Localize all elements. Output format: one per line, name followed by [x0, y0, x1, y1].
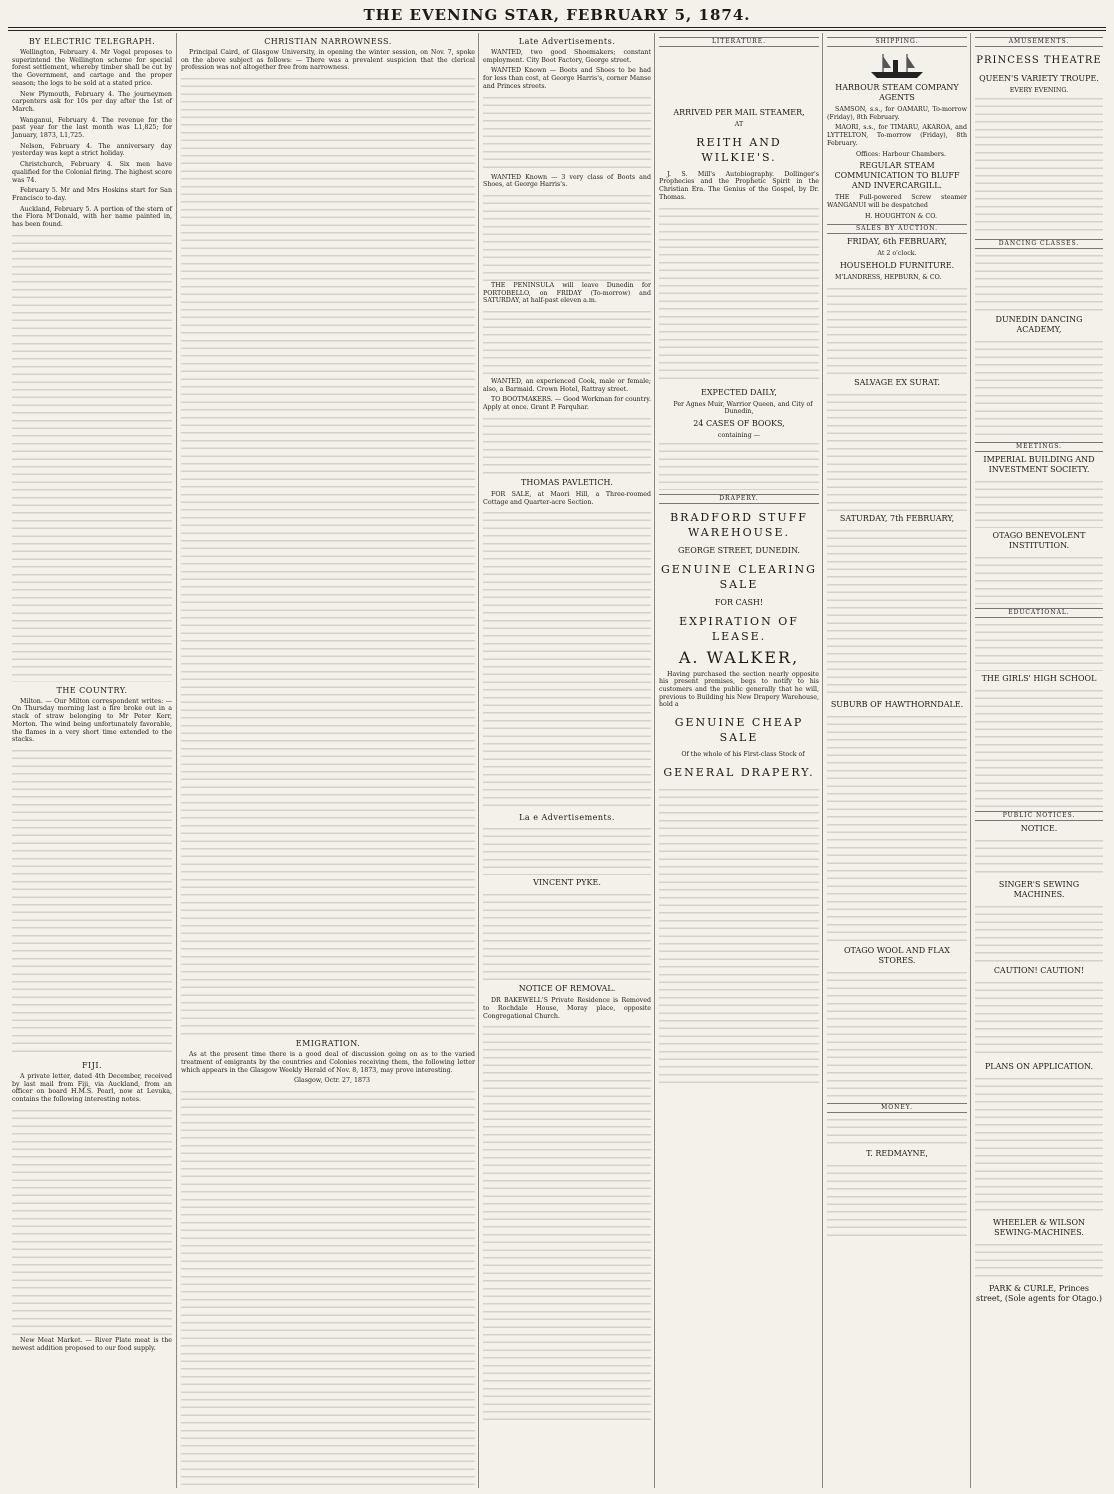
amusements-header: AMUSEMENTS. — [975, 37, 1103, 47]
text-lines — [975, 979, 1103, 1059]
removal-title: NOTICE OF REMOVAL. — [518, 984, 616, 994]
text-lines — [975, 1075, 1103, 1215]
column-amusements — [970, 33, 1107, 1488]
text-lines — [12, 747, 172, 1057]
fiji-text: A private letter, dated 4th December, received by last mail from Fiji, via Auckland, from an officer on board H.M.S. Pearl, now at Levuka, contains the following interesting notes. — [12, 1072, 172, 1104]
saturday-title: SATURDAY, 7th FEBRUARY, — [839, 513, 955, 523]
walker-text: Having purchased the section nearly opposite his present premises, begs to notify to his customers and the public generally that he will, previous to Building his New Drapery Warehouse, hold a — [659, 670, 819, 709]
singer-title: SINGER'S SEWING MACHINES. — [998, 879, 1080, 899]
samson-ad: SAMSON, s.s., for OAMARU, To-morrow (Friday), 8th February. — [827, 106, 967, 121]
late-ads-header: Late Advertisements. — [518, 37, 616, 46]
at-label: AT — [734, 121, 744, 128]
troupe-title: QUEEN'S VARIETY TROUPE. — [979, 74, 1099, 83]
telegraph-item: Wellington, February 4. Mr Vogel proposes to superintend the Wellington scheme for special forest settlement, whereby timber shall be cut by the Government, and cartage and the proper season; the logs to be sold at a stated price. — [12, 49, 172, 87]
caution-title: CAUTION! CAUTION! — [993, 965, 1085, 975]
expiration-title: EXPIRATION OF LEASE. — [679, 614, 799, 643]
masthead: THE EVENING STAR, FEBRUARY 5, 1874. — [363, 6, 751, 24]
text-lines — [975, 478, 1103, 528]
plans-title: PLANS ON APPLICATION. — [984, 1061, 1094, 1071]
text-lines — [827, 391, 967, 511]
ad-item: WANTED Known — 3 very class of Boots and Shoes, at George Harris's. — [483, 173, 651, 189]
clearing-sale: GENUINE CLEARING SALE — [661, 562, 817, 591]
george-street: GEORGE STREET, DUNEDIN. — [678, 545, 800, 555]
christian-text: Principal Caird, of Glasgow University, in opening the winter session, on Nov. 7, spoke on the above subject as follows: — There was a prevalent suspicion that the clerical profession was not altogether free from narrowness. — [181, 49, 475, 72]
household-title: HOUSEHOLD FURNITURE. — [839, 261, 955, 271]
walker-name: A. WALKER, — [678, 647, 800, 667]
column-telegraph — [8, 33, 176, 1488]
text-lines — [483, 825, 651, 875]
shipping-header: SHIPPING. — [827, 37, 967, 47]
text-lines — [827, 969, 967, 1099]
cheap-sale: GENUINE CHEAP SALE — [674, 716, 804, 745]
dancing-header: DANCING CLASSES. — [975, 239, 1103, 249]
pyke-signature: VINCENT PYKE. — [533, 878, 601, 888]
emigration-header: EMIGRATION. — [295, 1039, 361, 1049]
at-time: At 2 o'clock. — [877, 250, 917, 258]
dateline: Glasgow, Octr. 27, 1873 — [293, 1077, 371, 1085]
academy-title: DUNEDIN DANCING ACADEMY, — [995, 314, 1083, 334]
text-lines — [659, 440, 819, 490]
christian-header: CHRISTIAN NARROWNESS. — [264, 37, 392, 46]
money-header: MONEY. — [827, 1103, 967, 1113]
text-lines — [975, 621, 1103, 671]
salvage-title: SALVAGE EX SURAT. — [854, 377, 940, 387]
imperial-title: IMPERIAL BUILDING AND INVESTMENT SOCIETY. — [983, 454, 1095, 474]
books-list: J. S. Mill's Autobiography. Dollinger's Prophecies and the Prophetic Spirit in the Christian Era. The Genius of the Gospel, by Dr. Thomas. — [659, 170, 819, 201]
suburb-title: SUBURB OF HAWTHORNDALE. — [830, 699, 964, 709]
text-lines — [659, 205, 819, 385]
bradford-title: BRADFORD STUFF WAREHOUSE. — [670, 510, 808, 539]
houghton: H. HOUGHTON & CO. — [864, 212, 938, 220]
ad-item: TO BOOTMAKERS. — Good Workman for country. Apply at once. Grant P. Farquhar. — [483, 396, 651, 412]
princess-title: PRINCESS THEATRE — [976, 55, 1102, 66]
country-text: Milton. — Our Milton correspondent writes: — On Thursday morning last a fire broke out in a stack of straw belonging to Mr Peter Kerr, Morton. The wind being unfortunately favorable, the flames in a very short time extended to the stacks. — [12, 697, 172, 744]
telegraph-item: New Plymouth, February 4. The journeymen carpenters ask for 10s per day after the 1st of March. — [12, 90, 172, 113]
notices-header: PUBLIC NOTICES. — [975, 811, 1103, 821]
sales-header: SALES BY AUCTION. — [827, 224, 967, 234]
ad-item: THE PENINSULA will leave Dunedin for PORTOBELLO, on FRIDAY (To-morrow) and SATURDAY, at half-past eleven a.m. — [483, 281, 651, 305]
text-lines — [483, 94, 651, 174]
pavletich-title: THOMAS PAVLETICH. — [521, 477, 613, 487]
benevolent-title: OTAGO BENEVOLENT INSTITUTION. — [992, 530, 1086, 550]
text-lines — [975, 338, 1103, 438]
text-lines — [483, 509, 651, 809]
text-lines — [659, 786, 819, 1086]
regular-title: REGULAR STEAM COMMUNICATION TO BLUFF AND INVERCARGILL. — [834, 161, 960, 191]
text-lines — [827, 527, 967, 697]
column-late-ads — [478, 33, 655, 1488]
text-lines — [975, 687, 1103, 807]
text-lines — [827, 1116, 967, 1146]
general-drapery: GENERAL DRAPERY. — [663, 765, 815, 779]
text-lines — [975, 95, 1103, 235]
column-shipping — [822, 33, 971, 1488]
fiji-header: FIJI. — [81, 1060, 103, 1070]
ad-item: WANTED, two good Shoemakers; constant employment. City Boot Factory, George street. — [483, 49, 651, 64]
firm-name: REITH AND WILKIE'S. — [696, 135, 782, 164]
cases-title: 24 CASES OF BOOKS, — [693, 418, 785, 428]
friday-title: FRIDAY, 6th FEBRUARY, — [846, 237, 948, 247]
text-lines — [975, 252, 1103, 312]
ad-item: WANTED, an experienced Cook, male or female; also, a Barmaid. Crown Hotel, Rattray street. — [483, 378, 651, 393]
of-whole: Of the whole of his First-class Stock of — [681, 751, 805, 759]
meetings-header: MEETINGS. — [975, 442, 1103, 452]
text-lines — [975, 903, 1103, 963]
notice-header: La e Advertisements. — [519, 813, 615, 823]
text-lines — [12, 232, 172, 682]
wheeler-title: WHEELER & WILSON SEWING-MACHINES. — [993, 1217, 1085, 1237]
text-lines — [483, 415, 651, 475]
park-curle: PARK & CURLE, Princes street, (Sole agents for Otago.) — [976, 1283, 1102, 1303]
expected-line: Per Agnes Muir, Warrior Queen, and City of Dunedin, — [673, 400, 813, 416]
column-christian — [176, 33, 479, 1488]
text-lines — [975, 1241, 1103, 1281]
column-literature — [654, 33, 823, 1488]
expected-title: EXPECTED DAILY, — [701, 387, 777, 397]
drapery-header: DRAPERY. — [659, 494, 819, 504]
text-lines — [827, 285, 967, 375]
removal-text: DR BAKEWELL'S Private Residence is Removed to Rochdale House, Moray place, opposite Congregational Church. — [483, 997, 651, 1020]
masthead-rule — [8, 27, 1106, 31]
redmayne-signature: T. REDMAYNE, — [866, 1148, 928, 1158]
arrived-title: ARRIVED PER MAIL STEAMER, — [673, 108, 805, 117]
text-lines — [483, 192, 651, 282]
ad-item: WANTED Known — Boots and Shoes to be had for less than cost, at George Harris's, corner Manse and Princes streets. — [483, 67, 651, 90]
girls-school-title: THE GIRLS' HIGH SCHOOL — [981, 673, 1097, 683]
text-lines — [827, 713, 967, 943]
text-lines — [483, 891, 651, 981]
educational-header: EDUCATIONAL. — [975, 608, 1103, 618]
text-lines — [827, 1162, 967, 1242]
telegraph-item: Auckland, February 5. A portion of the stern of the Flora M'Donald, with her name painted in, has been found. — [12, 205, 172, 229]
notice-title: NOTICE. — [1020, 823, 1058, 833]
offices-line: Offices: Harbour Chambers. — [855, 150, 946, 158]
every-evening: EVERY EVENING. — [1009, 87, 1069, 94]
mlandress-line: M'LANDRESS, HEPBURN, & CO. — [835, 274, 942, 282]
literature-header: LITERATURE. — [659, 37, 819, 47]
country-header: THE COUNTRY. — [56, 685, 128, 695]
sale-ad: FOR SALE, at Maori Hill, a Three-roomed Cottage and Quarter-acre Section. — [483, 490, 651, 506]
harbour-title: HARBOUR STEAM COMPANY AGENTS — [835, 83, 959, 102]
telegraph-item: February 5. Mr and Mrs Hoskins start for San Francisco to-day. — [12, 187, 172, 202]
emigration-text: As at the present time there is a good deal of discussion going on as to the varied treatment of emigrants by the countries and Colonies receiving them, the following letter which appears in the Glasgow Weekly Herald of Nov. 8, 1873, may prove interesting. — [181, 1051, 475, 1074]
news-text: New Meat Market. — River Plate meat is the newest addition proposed to our food supply. — [12, 1336, 172, 1352]
text-lines — [975, 837, 1103, 877]
steamship-icon — [867, 50, 927, 80]
wanganui-ad: THE Full-powered Screw steamer WANGANUI will be despatched — [827, 194, 967, 209]
text-lines — [975, 554, 1103, 604]
telegraph-item: Christchurch, February 4. Six men have qualified for the Colonial firing. The highest score was 74. — [12, 161, 172, 184]
otago-title: OTAGO WOOL AND FLAX STORES. — [844, 945, 950, 965]
text-lines — [483, 1023, 651, 1423]
telegraph-item: Nelson, February 4. The anniversary day yesterday was kept a strict holiday. — [12, 142, 172, 158]
text-lines — [483, 308, 651, 378]
text-lines — [181, 75, 475, 1035]
maori-ad: MAORI, s.s., for TIMARU, AKAROA, and LYTTELTON, To-morrow (Friday), 8th February. — [827, 124, 967, 147]
text-lines — [12, 1107, 172, 1337]
telegraph-header: BY ELECTRIC TELEGRAPH. — [28, 37, 156, 46]
for-cash: FOR CASH! — [714, 597, 764, 607]
text-lines — [181, 1088, 475, 1488]
containing-label: containing — — [717, 431, 761, 439]
telegraph-item: Wanganui, February 4. The revenue for the past year for the last month was L1,825; for January, 1873, L1,725. — [12, 116, 172, 140]
